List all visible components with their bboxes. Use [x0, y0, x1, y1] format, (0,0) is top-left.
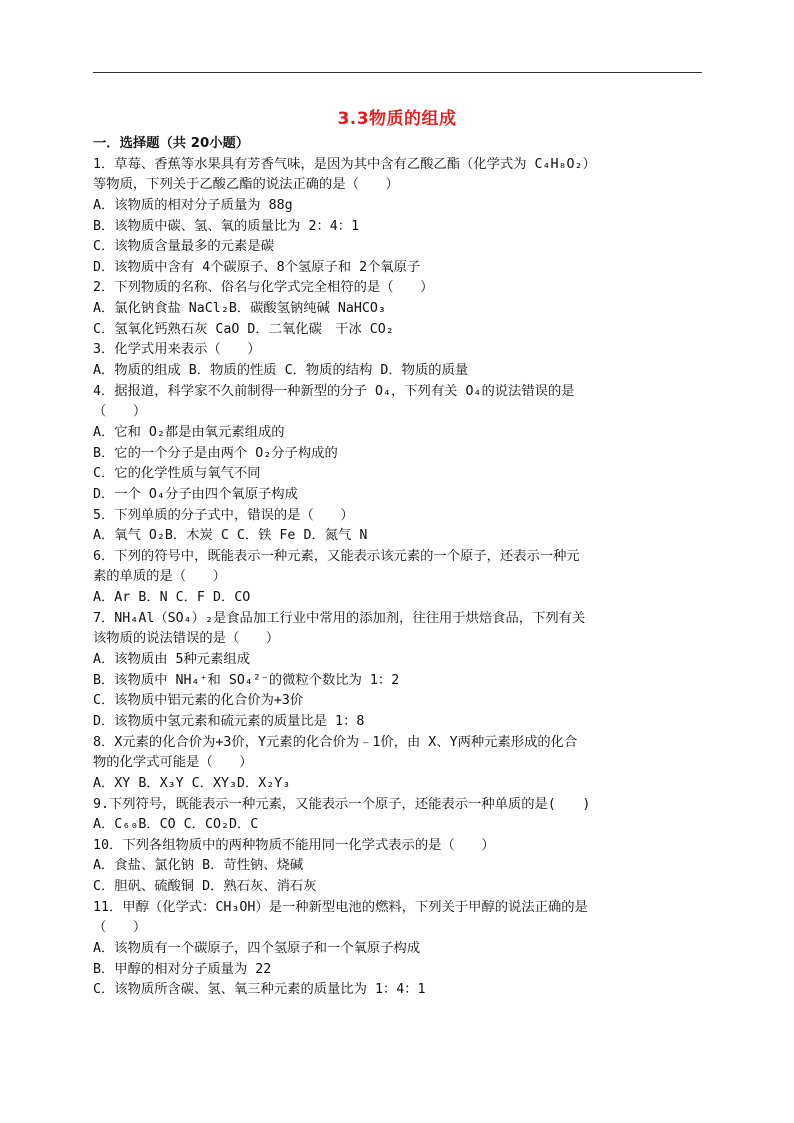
question-stem: （ ） [93, 920, 147, 936]
option-c: C．该物质中铝元素的化合价为+3价 [93, 693, 304, 709]
options: A．XY B．X₃Y C．XY₃D．X₂Y₃ [93, 775, 291, 791]
page-title: 3.3物质的组成 [337, 109, 457, 129]
options: A．Ar B．N C．F D．CO [93, 590, 251, 606]
question-5 [93, 506, 705, 547]
question-9 [93, 795, 705, 836]
question-stem: 8．X元素的化合价为+3价，Y元素的化合价为﹣1价，由 X、Y两种元素形成的化合 [93, 734, 578, 750]
question-stem: 1．草莓、香蕉等水果具有芳香气味，是因为其中含有乙酸乙酯（化学式为 C₄H₈O₂） [93, 156, 596, 172]
document-body [93, 134, 705, 1001]
option-d: D．该物质中氢元素和硫元素的质量比是 1：8 [93, 713, 365, 729]
question-stem: 素的单质的是（ ） [93, 569, 226, 585]
option-c: C．它的化学性质与氧气不同 [93, 466, 261, 482]
question-1 [93, 155, 705, 279]
question-stem: 5．下列单质的分子式中，错误的是（ ） [93, 507, 354, 523]
option-a: A．该物质由 5种元素组成 [93, 652, 250, 668]
header-rule [93, 72, 702, 73]
question-stem: 11．甲醇（化学式：CH₃OH）是一种新型电池的燃料，下列关于甲醇的说法正确的是 [93, 899, 588, 915]
option-b: B．该物质中 NH₄⁺和 SO₄²⁻的微粒个数比为 1：2 [93, 672, 400, 688]
question-stem: 9.下列符号，既能表示一种元素，又能表示一个原子，还能表示一种单质的是( ) [93, 796, 591, 812]
option-a: A．它和 O₂都是由氧元素组成的 [93, 424, 285, 440]
options: A．C₆₀B．CO C．CO₂D．C [93, 817, 259, 833]
question-stem: 该物质的说法错误的是（ ） [93, 631, 280, 647]
options-ab: A．食盐、氯化钠 B．苛性钠、烧碱 [93, 858, 304, 874]
option-b: B．它的一个分子是由两个 O₂分子构成的 [93, 445, 338, 461]
question-stem: 4．据报道，科学家不久前制得一种新型的分子 O₄，下列有关 O₄的说法错误的是 [93, 383, 575, 399]
options: A．物质的组成 B．物质的性质 C．物质的结构 D．物质的质量 [93, 363, 469, 379]
question-11 [93, 898, 705, 1001]
question-stem: 2．下列物质的名称、俗名与化学式完全相符的是（ ） [93, 280, 434, 296]
question-10 [93, 836, 705, 898]
question-4 [93, 382, 705, 506]
question-stem: 3．化学式用来表示（ ） [93, 342, 261, 358]
options: A．氧气 O₂B．木炭 C C．铁 Fe D．氮气 N [93, 528, 368, 544]
option-a: A．该物质有一个碳原子，四个氢原子和一个氧原子构成 [93, 940, 421, 956]
question-7 [93, 609, 705, 733]
option-b: B．该物质中碳、氢、氧的质量比为 2：4：1 [93, 218, 360, 234]
question-stem: 等物质，下列关于乙酸乙酯的说法正确的是（ ） [93, 177, 399, 193]
option-d: D．一个 O₄分子由四个氧原子构成 [93, 486, 298, 502]
question-stem: 物的化学式可能是（ ） [93, 755, 253, 771]
option-d: D．该物质中含有 4个碳原子、8个氢原子和 2个氧原子 [93, 259, 421, 275]
question-8 [93, 733, 705, 795]
option-c: C．该物质所含碳、氢、氧三种元素的质量比为 1：4：1 [93, 982, 426, 998]
option-a: A．该物质的相对分子质量为 88g [93, 197, 293, 213]
section-heading: 一．选择题（共 20小题） [93, 136, 250, 151]
question-2 [93, 278, 705, 340]
question-6 [93, 547, 705, 609]
option-c: C．该物质含量最多的元素是碳 [93, 239, 274, 255]
question-3 [93, 340, 705, 381]
options-cd: C．胆矾、硫酸铜 D．熟石灰、消石灰 [93, 879, 317, 895]
question-stem: （ ） [93, 404, 147, 420]
options-cd: C．氢氧化钙熟石灰 CaO D．二氧化碳 干冰 CO₂ [93, 321, 394, 337]
question-stem: 10．下列各组物质中的两种物质不能用同一化学式表示的是（ ） [93, 837, 495, 853]
question-stem: 6．下列的符号中，既能表示一种元素，又能表示该元素的一个原子，还表示一种元 [93, 548, 580, 564]
question-stem: 7．NH₄Al（SO₄）₂是食品加工行业中常用的添加剂，往往用于烘焙食品，下列有关 [93, 610, 586, 626]
options-ab: A．氯化钠食盐 NaCl₂B．碳酸氢钠纯碱 NaHCO₃ [93, 301, 386, 317]
option-b: B．甲醇的相对分子质量为 22 [93, 961, 272, 977]
